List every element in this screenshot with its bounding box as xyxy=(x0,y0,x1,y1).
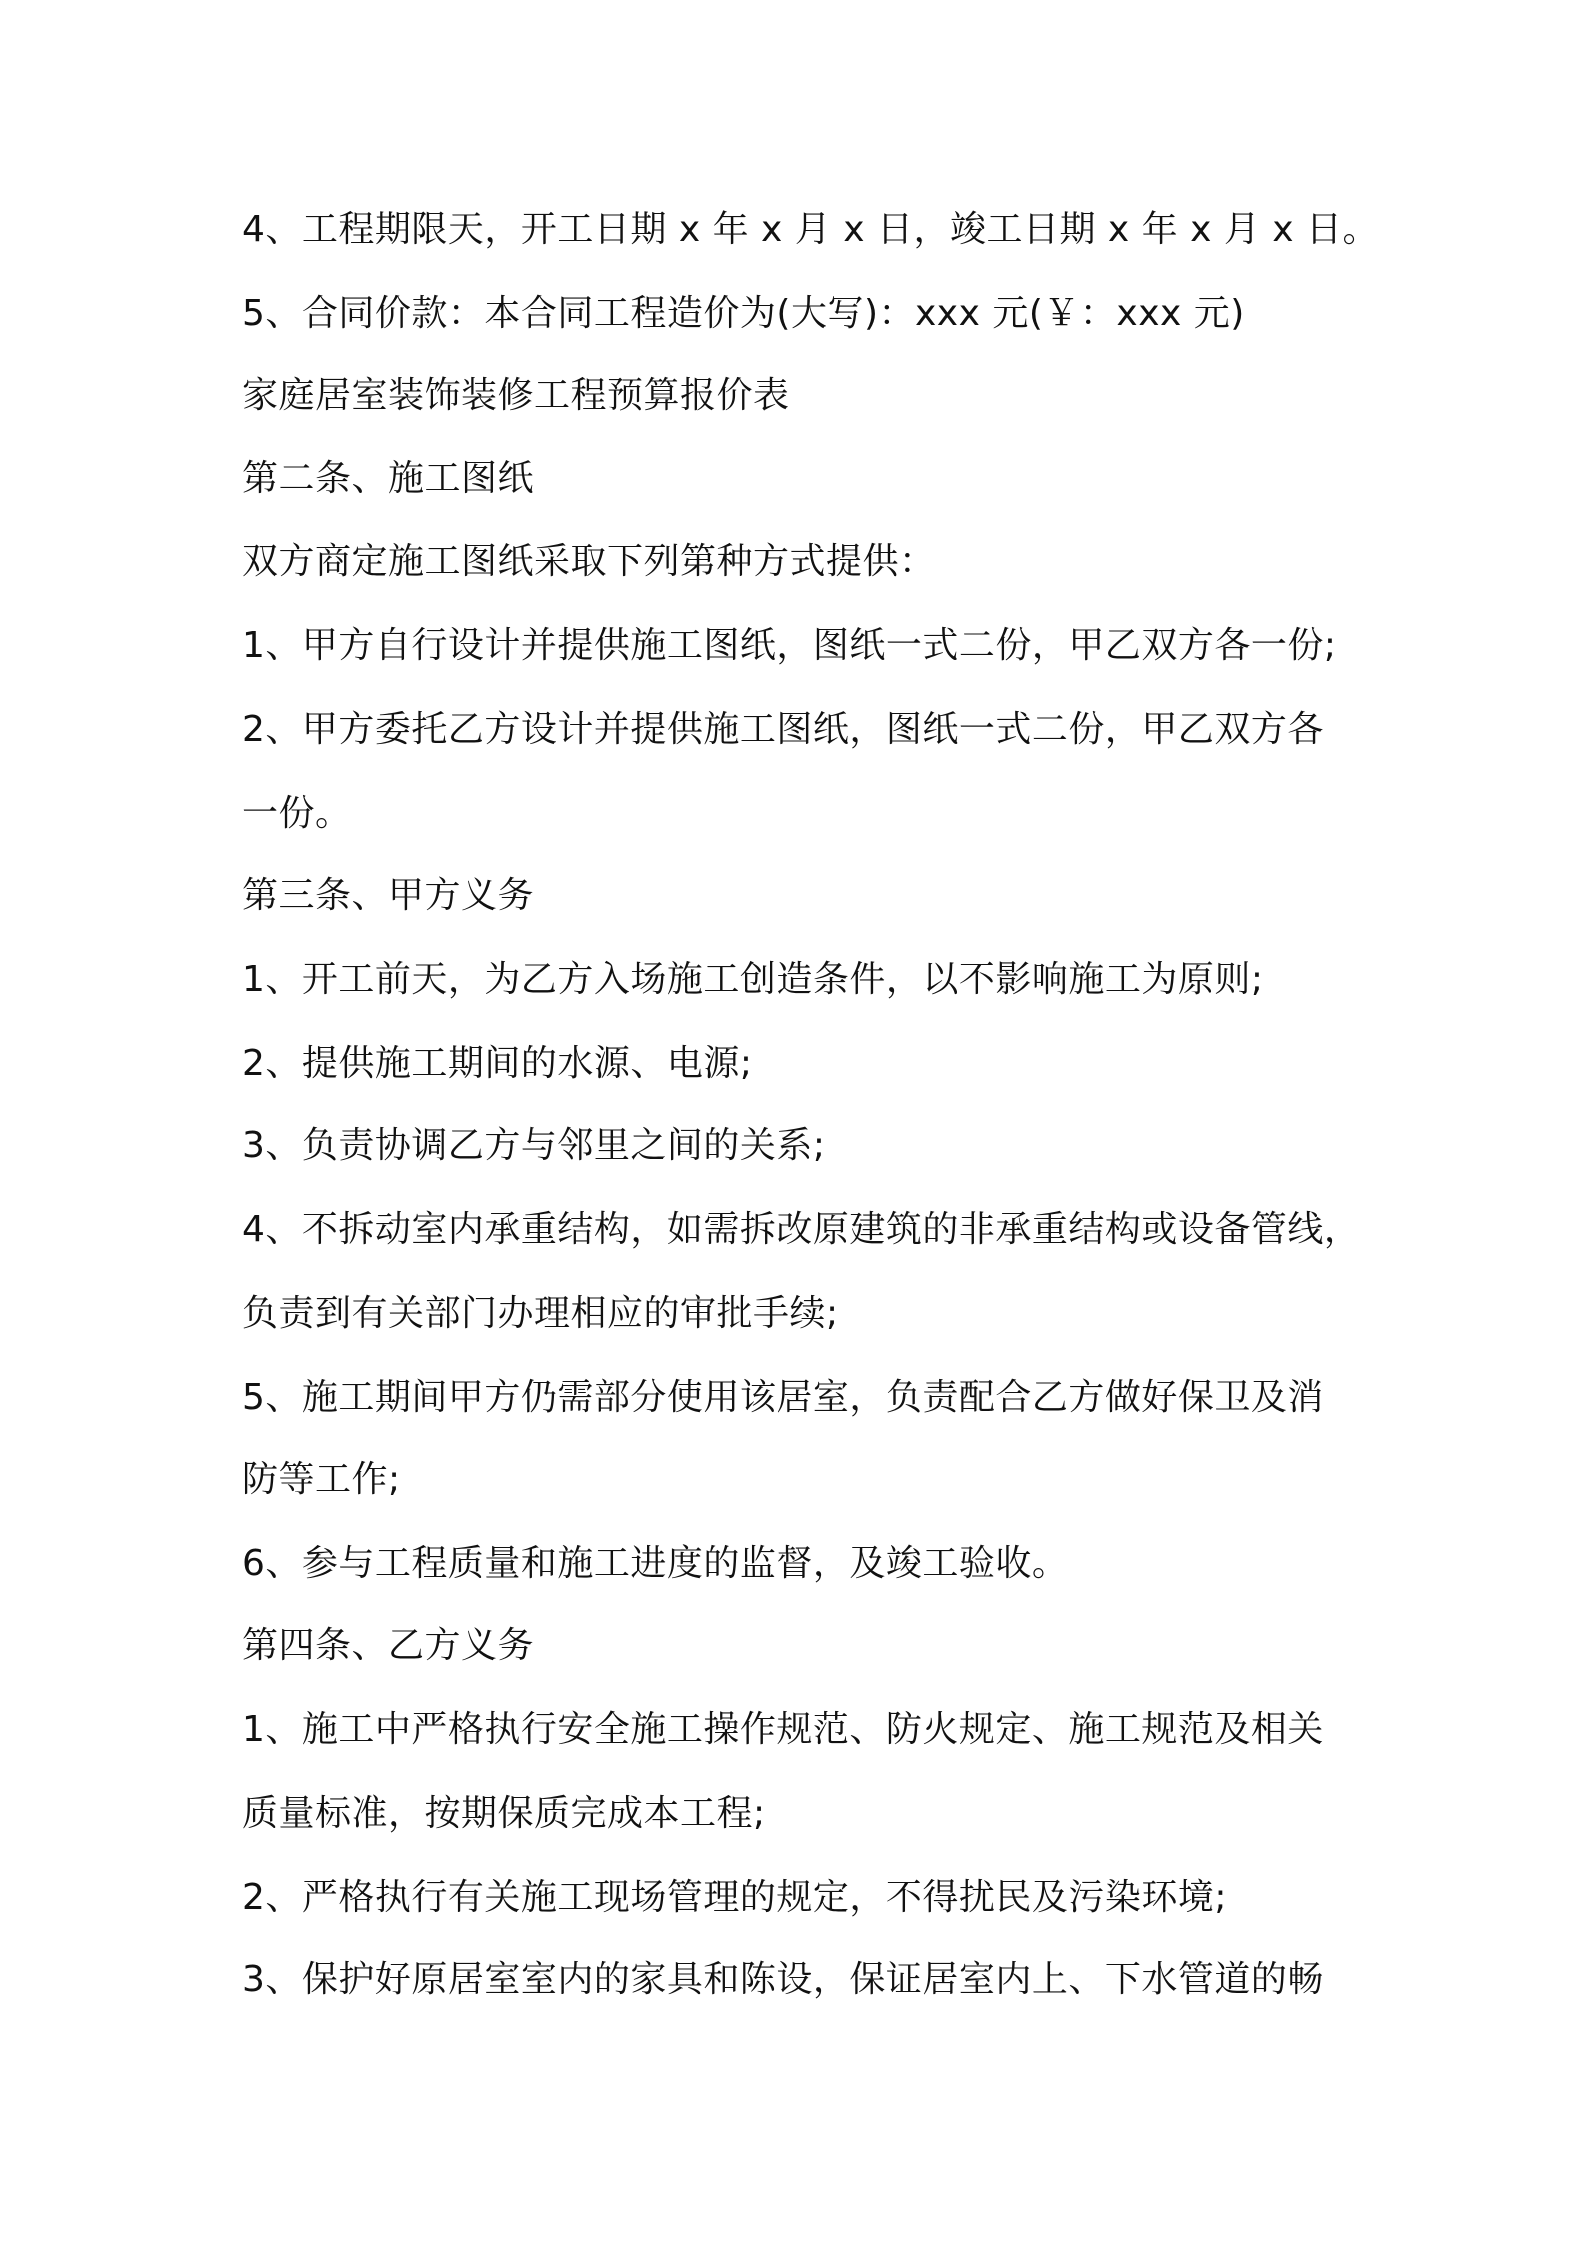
text-line: 负责到有关部门办理相应的审批手续; xyxy=(242,1293,839,1334)
section-heading: 第三条、甲方义务 xyxy=(242,875,535,916)
text-line: 家庭居室装饰装修工程预算报价表 xyxy=(242,375,790,416)
text-line: 双方商定施工图纸采取下列第种方式提供： xyxy=(242,541,936,582)
text-line: 一份。 xyxy=(242,793,352,834)
text-line: 2、提供施工期间的水源、电源; xyxy=(242,1043,753,1084)
text-line: 2、严格执行有关施工现场管理的规定，不得扰民及污染环境; xyxy=(242,1877,1228,1918)
text-line: 3、负责协调乙方与邻里之间的关系; xyxy=(242,1125,826,1166)
text-line: 防等工作; xyxy=(242,1459,401,1500)
text-line: 5、施工期间甲方仍需部分使用该居室，负责配合乙方做好保卫及消 xyxy=(242,1377,1324,1418)
text-line: 2、甲方委托乙方设计并提供施工图纸，图纸一式二份，甲乙双方各 xyxy=(242,709,1324,750)
text-line: 1、甲方自行设计并提供施工图纸，图纸一式二份，甲乙双方各一份; xyxy=(242,625,1337,666)
text-line: 3、保护好原居室室内的家具和陈设，保证居室内上、下水管道的畅 xyxy=(242,1959,1324,2000)
section-heading: 第二条、施工图纸 xyxy=(242,458,535,499)
text-line: 质量标准，按期保质完成本工程; xyxy=(242,1793,766,1834)
text-line: 1、开工前天，为乙方入场施工创造条件，以不影响施工为原则; xyxy=(242,959,1264,1000)
text-line: 4、不拆动室内承重结构，如需拆改原建筑的非承重结构或设备管线， xyxy=(242,1209,1361,1250)
text-line: 6、参与工程质量和施工进度的监督，及竣工验收。 xyxy=(242,1543,1069,1584)
section-heading: 第四条、乙方义务 xyxy=(242,1625,535,1666)
text-line: 1、施工中严格执行安全施工操作规范、防火规定、施工规范及相关 xyxy=(242,1709,1324,1750)
text-line: 5、合同价款：本合同工程造价为(大写)：xxx 元(￥：xxx 元) xyxy=(242,293,1245,334)
text-line: 4、工程期限天，开工日期 x 年 x 月 x 日，竣工日期 x 年 x 月 x 日。 xyxy=(242,209,1380,250)
